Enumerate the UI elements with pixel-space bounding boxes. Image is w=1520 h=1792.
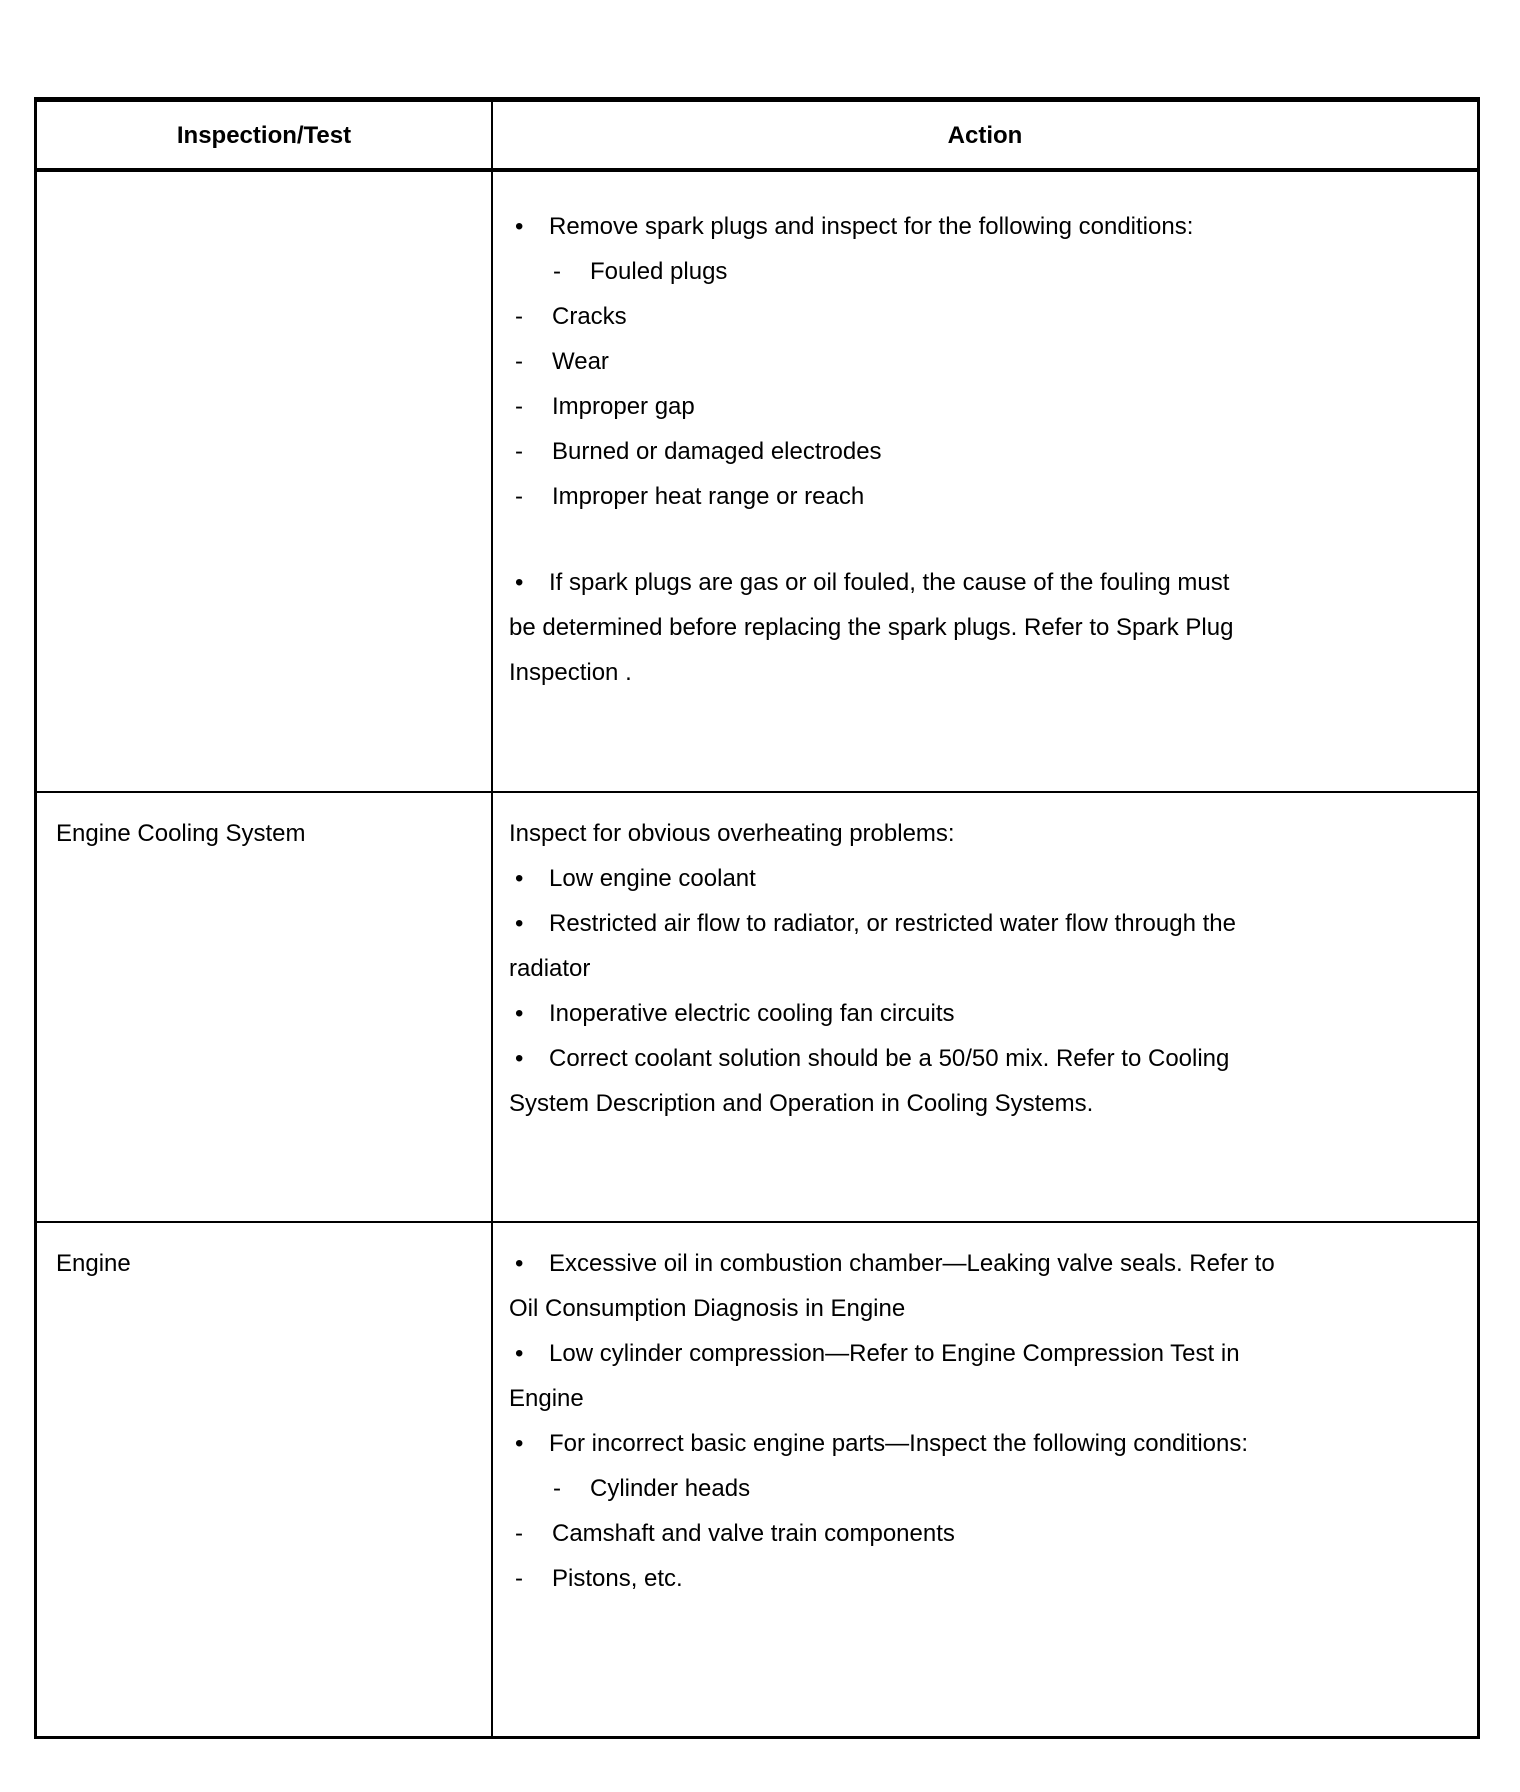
column-divider (491, 102, 493, 1736)
bullet-icon: • (515, 865, 524, 892)
dash-icon: - (515, 1565, 523, 1592)
action-text: Pistons, etc. (552, 1565, 683, 1592)
action-text: be determined before replacing the spark plugs. Refer to Spark Plug (509, 614, 1234, 641)
header-action: Action (947, 122, 1023, 149)
header-inspection-test: Inspection/Test (176, 122, 352, 149)
dash-icon: - (515, 483, 523, 510)
inspection-test-cell: Engine (56, 1250, 131, 1277)
dash-icon: - (515, 1520, 523, 1547)
dash-icon: - (553, 258, 561, 285)
bullet-icon: • (515, 1045, 524, 1072)
action-text: Excessive oil in combustion chamber—Leaking valve seals. Refer to (549, 1250, 1275, 1277)
action-text: For incorrect basic engine parts—Inspect the following conditions: (549, 1430, 1249, 1457)
bullet-icon: • (515, 1340, 524, 1367)
action-text: Remove spark plugs and inspect for the following conditions: (549, 213, 1194, 240)
bullet-icon: • (515, 910, 524, 937)
action-text: Low cylinder compression—Refer to Engine Compression Test in (549, 1340, 1240, 1367)
action-text: If spark plugs are gas or oil fouled, the cause of the fouling must (549, 569, 1230, 596)
dash-icon: - (515, 393, 523, 420)
dash-icon: - (553, 1475, 561, 1502)
bullet-icon: • (515, 1430, 524, 1457)
action-text: Improper gap (552, 393, 695, 420)
row-divider (37, 791, 1477, 793)
action-text: radiator (509, 955, 591, 982)
row-divider (37, 1221, 1477, 1223)
action-text: System Description and Operation in Cooling Systems. (509, 1090, 1094, 1117)
action-text: Camshaft and valve train components (552, 1520, 955, 1547)
action-text: Wear (552, 348, 609, 375)
action-text: Restricted air flow to radiator, or restricted water flow through the (549, 910, 1236, 937)
action-text: Fouled plugs (590, 258, 728, 285)
action-text: Correct coolant solution should be a 50/50 mix. Refer to Cooling (549, 1045, 1230, 1072)
action-text: Cracks (552, 303, 627, 330)
dash-icon: - (515, 303, 523, 330)
action-text: Cylinder heads (590, 1475, 751, 1502)
bullet-icon: • (515, 1250, 524, 1277)
action-text: Low engine coolant (549, 865, 756, 892)
diagnosis-table (34, 97, 1480, 1739)
action-text: Inspect for obvious overheating problems: (509, 820, 955, 847)
action-text: Improper heat range or reach (552, 483, 865, 510)
action-text: Engine (509, 1385, 584, 1412)
dash-icon: - (515, 438, 523, 465)
bullet-icon: • (515, 213, 524, 240)
inspection-test-cell: Engine Cooling System (56, 820, 306, 847)
action-text: Inoperative electric cooling fan circuits (549, 1000, 955, 1027)
dash-icon: - (515, 348, 523, 375)
bullet-icon: • (515, 569, 524, 596)
action-text: Oil Consumption Diagnosis in Engine (509, 1295, 906, 1322)
action-text: Inspection . (509, 659, 632, 686)
action-text: Burned or damaged electrodes (552, 438, 882, 465)
bullet-icon: • (515, 1000, 524, 1027)
